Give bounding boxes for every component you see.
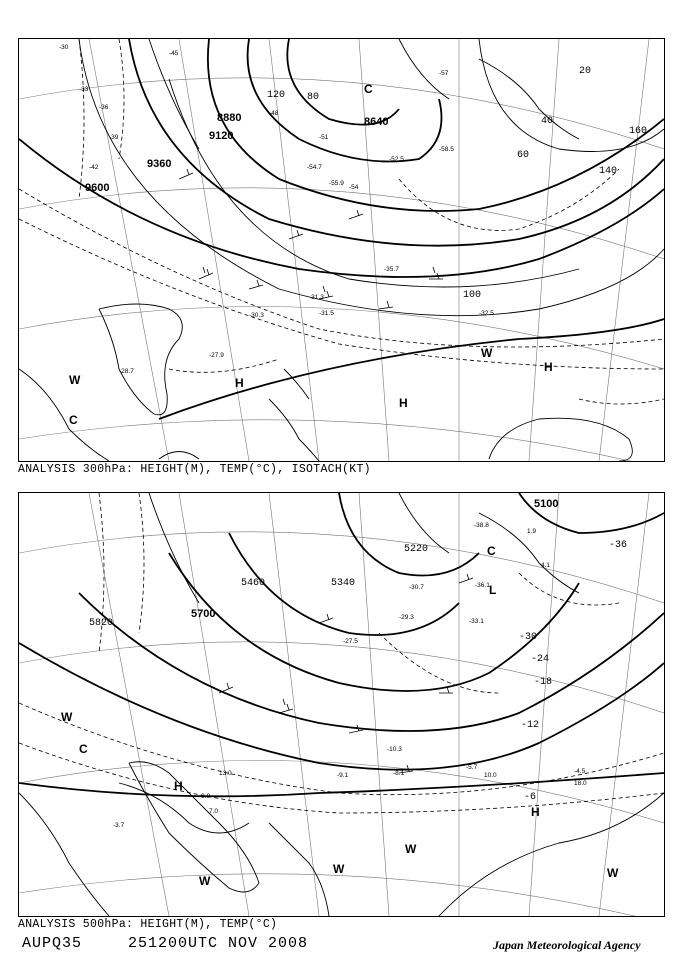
- isotach-label: 60: [517, 150, 530, 161]
- graticule: [19, 493, 664, 916]
- temp-label: -18: [534, 677, 553, 688]
- temp-label: -30: [59, 44, 69, 51]
- isotherms: [19, 493, 664, 813]
- isotherms: [19, 39, 664, 404]
- temp-label: 18.0: [574, 780, 587, 787]
- height-label: 9120: [209, 130, 234, 142]
- isotach-label: 160: [629, 126, 648, 137]
- agency-name: Japan Meteorological Agency: [493, 938, 641, 952]
- temp-label: -30: [519, 632, 538, 643]
- height-label: 5100: [534, 498, 559, 510]
- temp-label: 7.0: [209, 808, 219, 815]
- height-label: 5820: [89, 618, 114, 629]
- temp-label: -36: [609, 540, 628, 551]
- height-label: 8880: [217, 112, 242, 124]
- temp-label: -57: [439, 70, 449, 77]
- isotach-label: 120: [267, 90, 286, 101]
- temp-label: -30.7: [409, 584, 424, 591]
- low-pressure-center: L: [489, 583, 497, 597]
- temp-label: 1.9: [527, 528, 537, 535]
- coastline: [19, 39, 579, 461]
- temp-label: -8.1: [393, 770, 405, 777]
- warm-center: W: [333, 862, 345, 876]
- temp-label: 4.1: [541, 562, 551, 569]
- warm-center: W: [61, 710, 73, 724]
- temp-label: -32.5: [479, 310, 494, 317]
- height-label: 5220: [404, 544, 429, 555]
- isotach-label: 140: [599, 166, 618, 177]
- high-pressure-center: H: [531, 805, 540, 819]
- chart-id: AUPQ35: [22, 935, 83, 952]
- isotach-label: 100: [463, 290, 482, 301]
- temp-label: -39: [109, 134, 119, 141]
- temp-label: -51: [319, 134, 329, 141]
- isotach-label: 40: [541, 116, 554, 127]
- cold-center: C: [79, 742, 88, 756]
- temp-label: -38.8: [474, 522, 489, 529]
- temp-label: -33.1: [469, 618, 484, 625]
- temp-label: -36: [99, 104, 109, 111]
- temp-label: -12: [521, 720, 540, 731]
- caption-500hpa: ANALYSIS 500hPa: HEIGHT(M), TEMP(°C): [18, 918, 278, 931]
- height-label: 9600: [85, 182, 110, 194]
- temp-label: -29.3: [399, 614, 414, 621]
- temp-label: -42: [89, 164, 99, 171]
- high-pressure-center: H: [235, 376, 244, 390]
- temp-label: -10.3: [387, 746, 402, 753]
- temp-label: -3.7: [113, 822, 125, 829]
- temp-label: -24: [531, 654, 550, 665]
- temp-label: -5.7: [466, 764, 478, 771]
- warm-center: W: [405, 842, 417, 856]
- temp-label: -58.5: [439, 146, 454, 153]
- warm-center: W: [69, 373, 81, 387]
- cold-center: C: [487, 544, 496, 558]
- temp-label: -3.9: [199, 793, 211, 800]
- height-label: 5340: [331, 578, 356, 589]
- caption-300hpa: ANALYSIS 300hPa: HEIGHT(M), TEMP(°C), ISOTACH(KT): [18, 463, 371, 476]
- warm-center: W: [607, 866, 619, 880]
- high-pressure-center: H: [544, 360, 553, 374]
- temp-label: -33: [79, 86, 89, 93]
- height-label: 5460: [241, 578, 266, 589]
- temp-label: 10.0: [484, 772, 497, 779]
- temp-label: -54.7: [307, 164, 322, 171]
- temp-label: -55.9: [329, 180, 344, 187]
- temp-label: -52.5: [389, 156, 404, 163]
- height-label: 8640: [364, 116, 389, 128]
- temp-label: -4.5: [574, 768, 586, 775]
- warm-center: W: [199, 874, 211, 888]
- temp-label: -6: [524, 792, 537, 803]
- temp-label: -36.1: [475, 582, 490, 589]
- temp-label: -27.5: [343, 638, 358, 645]
- temp-label: -35.7: [384, 266, 399, 273]
- high-pressure-center: H: [174, 779, 183, 793]
- map-panel-300hpa: [18, 38, 665, 462]
- temp-label: -30.3: [249, 312, 264, 319]
- isotachs: [79, 39, 664, 461]
- height-contours: [19, 39, 664, 419]
- temp-label: -54: [349, 184, 359, 191]
- map-500hpa: [19, 493, 664, 916]
- high-pressure-center: H: [399, 396, 408, 410]
- map-300hpa: [19, 39, 664, 461]
- map-panel-500hpa: [18, 492, 665, 917]
- cold-center: C: [69, 413, 78, 427]
- temp-label: -9.1: [337, 772, 349, 779]
- temp-label: -28.7: [119, 368, 134, 375]
- isotach-label: 80: [307, 92, 320, 103]
- wind-barbs: [219, 574, 473, 773]
- isotach-label: 20: [579, 66, 592, 77]
- valid-time: 251200UTC NOV 2008: [128, 935, 309, 952]
- temp-label: -45: [169, 50, 179, 57]
- warm-center: W: [481, 346, 493, 360]
- temp-label: -31.5: [319, 310, 334, 317]
- graticule: [19, 39, 664, 461]
- cold-center: C: [364, 82, 373, 96]
- temp-label: 13.0: [219, 770, 232, 777]
- temp-label: -27.9: [209, 352, 224, 359]
- temp-label: -48: [269, 110, 279, 117]
- thin-contours: [119, 783, 664, 916]
- temp-label: -31.3: [309, 294, 324, 301]
- height-label: 5700: [191, 608, 216, 620]
- height-label: 9360: [147, 158, 172, 170]
